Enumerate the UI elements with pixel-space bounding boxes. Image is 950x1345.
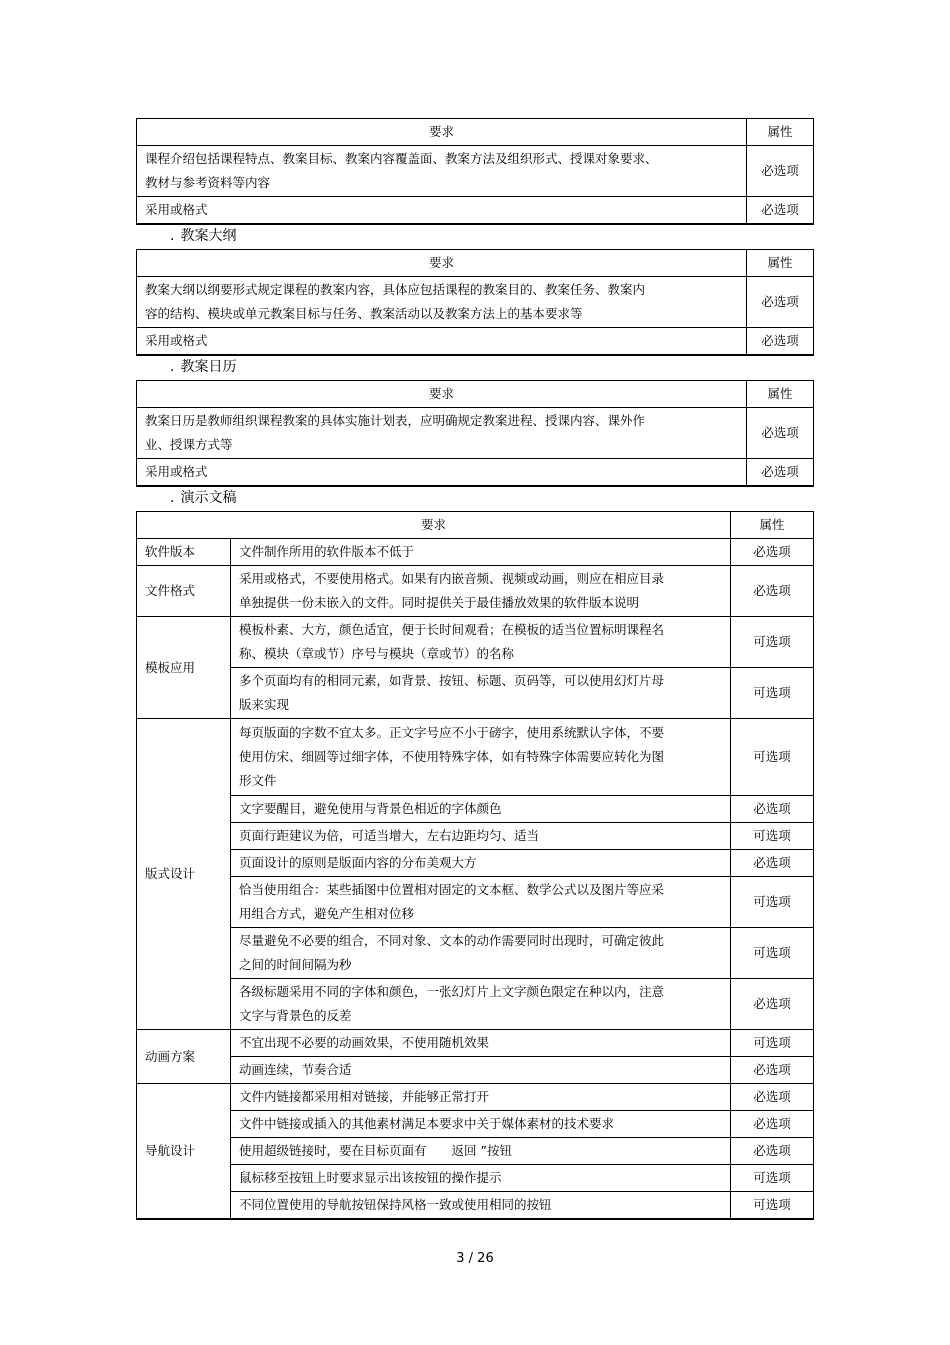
attribute-cell: 可选项 <box>731 877 814 928</box>
category-cell: 软件版本 <box>137 539 231 566</box>
table-row <box>137 928 814 979</box>
calendar-table <box>136 380 814 487</box>
attribute-cell: 必选项 <box>731 1057 814 1084</box>
table-row <box>137 850 814 877</box>
attribute-cell: 必选项 <box>731 796 814 823</box>
requirement-cell: 采用或格式 <box>137 197 747 225</box>
requirement-cell: 页面行距建议为倍，可适当增大，左右边距均匀、适当 <box>231 823 731 850</box>
category-cell: 文件格式 <box>137 566 231 617</box>
attribute-cell: 必选项 <box>731 539 814 566</box>
requirement-cell: 采用或格式，不要使用格式。如果有内嵌音频、视频或动画，则应在相应目录 单独提供一份未嵌入的文件。同时提供关于最佳播放效果的软件版本说明 <box>231 566 731 617</box>
attribute-cell: 可选项 <box>731 823 814 850</box>
table-header-requirement: 要求 <box>137 250 747 277</box>
requirement-cell: 教案大纲以纲要形式规定课程的教案内容，具体应包括课程的教案目的、教案任务、教案内 容的结构、模块或单元教案目标与任务、教案活动以及教案方法上的基本要求等 <box>137 277 747 328</box>
requirement-cell: 采用或格式 <box>137 459 747 487</box>
requirement-cell: 文件内链接都采用相对链接，并能够正常打开 <box>231 1084 731 1111</box>
category-cell: 动画方案 <box>137 1030 231 1084</box>
requirement-cell: 动画连续，节奏合适 <box>231 1057 731 1084</box>
requirement-cell: 不同位置使用的导航按钮保持风格一致或使用相同的按钮 <box>231 1192 731 1220</box>
requirement-cell: 课程介绍包括课程特点、教案目标、教案内容覆盖面、教案方法及组织形式、授课对象要求、 教材与参考资料等内容 <box>137 146 747 197</box>
table-header-requirement: 要求 <box>137 119 747 146</box>
table-row <box>137 823 814 850</box>
table-row <box>137 459 814 487</box>
table-row <box>137 796 814 823</box>
requirement-cell: 多个页面均有的相同元素，如背景、按钮、标题、页码等，可以使用幻灯片母 版来实现 <box>231 668 731 719</box>
table-row <box>137 1084 814 1111</box>
table-header-attribute: 属性 <box>747 119 814 146</box>
table-row <box>137 668 814 719</box>
requirement-cell: 文件中链接或插入的其他素材满足本要求中关于媒体素材的技术要求 <box>231 1111 731 1138</box>
attribute-cell: 必选项 <box>731 1084 814 1111</box>
attribute-cell: 可选项 <box>731 668 814 719</box>
attribute-cell: 可选项 <box>731 1192 814 1220</box>
requirement-cell: 文字要醒目，避免使用与背景色相近的字体颜色 <box>231 796 731 823</box>
attribute-cell: 可选项 <box>731 1165 814 1192</box>
table-row <box>137 197 814 225</box>
attribute-cell: 必选项 <box>747 277 814 328</box>
requirement-cell: 使用超级链接时，要在目标页面有 返回 ”按钮 <box>231 1138 731 1165</box>
table-row <box>137 877 814 928</box>
table-header-attribute: 属性 <box>731 512 814 539</box>
table-row <box>137 146 814 197</box>
category-cell: 模板应用 <box>137 617 231 719</box>
table-row <box>137 1192 814 1220</box>
requirement-cell: 模板朴素、大方，颜色适宜，便于长时间观看；在模板的适当位置标明课程名 称、模块（章或节）序号与模块（章或节）的名称 <box>231 617 731 668</box>
requirement-cell: 恰当使用组合：某些插图中位置相对固定的文本框、数学公式以及图片等应采 用组合方式，避免产生相对位移 <box>231 877 731 928</box>
table-row <box>137 566 814 617</box>
attribute-cell: 必选项 <box>731 850 814 877</box>
page-number: 3 / 26 <box>456 1251 494 1266</box>
requirement-cell: 尽量避免不必要的组合，不同对象、文本的动作需要同时出现时，可确定彼此 之间的时间间隔为秒 <box>231 928 731 979</box>
attribute-cell: 必选项 <box>747 459 814 487</box>
table-header-requirement: 要求 <box>137 381 747 408</box>
section-heading-calendar: . 教案日历 <box>170 359 237 375</box>
category-cell: 导航设计 <box>137 1084 231 1220</box>
requirement-cell: 每页版面的字数不宜太多。正文字号应不小于磅字，使用系统默认字体，不要 使用仿宋、细圆等过细字体，不使用特殊字体，如有特殊字体需要应转化为图 形文件 <box>231 719 731 796</box>
table-header-attribute: 属性 <box>747 381 814 408</box>
attribute-cell: 必选项 <box>747 146 814 197</box>
table-row <box>137 1030 814 1057</box>
requirement-cell: 鼠标移至按钮上时要求显示出该按钮的操作提示 <box>231 1165 731 1192</box>
syllabus-table <box>136 249 814 356</box>
table-row <box>137 1057 814 1084</box>
table-row <box>137 539 814 566</box>
table-row <box>137 617 814 668</box>
attribute-cell: 必选项 <box>731 1111 814 1138</box>
attribute-cell: 必选项 <box>747 197 814 225</box>
attribute-cell: 可选项 <box>731 1030 814 1057</box>
attribute-cell: 可选项 <box>731 928 814 979</box>
attribute-cell: 必选项 <box>747 408 814 459</box>
table-row <box>137 408 814 459</box>
section-heading-presentation: . 演示文稿 <box>170 490 237 506</box>
table-row <box>137 1111 814 1138</box>
requirement-cell: 教案日历是教师组织课程教案的具体实施计划表，应明确规定教案进程、授课内容、课外作 业、授课方式等 <box>137 408 747 459</box>
attribute-cell: 必选项 <box>731 566 814 617</box>
table-row <box>137 277 814 328</box>
requirement-cell: 各级标题采用不同的字体和颜色，一张幻灯片上文字颜色限定在种以内，注意 文字与背景色的反差 <box>231 979 731 1030</box>
requirement-cell: 采用或格式 <box>137 328 747 356</box>
table-header-requirement: 要求 <box>137 512 731 539</box>
requirement-cell: 不宜出现不必要的动画效果，不使用随机效果 <box>231 1030 731 1057</box>
attribute-cell: 可选项 <box>731 719 814 796</box>
attribute-cell: 必选项 <box>731 979 814 1030</box>
table-row <box>137 1138 814 1165</box>
attribute-cell: 必选项 <box>747 328 814 356</box>
table-row <box>137 979 814 1030</box>
attribute-cell: 必选项 <box>731 1138 814 1165</box>
presentation-table <box>136 511 814 1220</box>
requirement-cell: 文件制作所用的软件版本不低于 <box>231 539 731 566</box>
table-row <box>137 1165 814 1192</box>
section-heading-syllabus: . 教案大纲 <box>170 228 237 244</box>
category-cell: 版式设计 <box>137 719 231 1030</box>
table-row <box>137 719 814 796</box>
table-row <box>137 328 814 356</box>
attribute-cell: 可选项 <box>731 617 814 668</box>
requirement-cell: 页面设计的原则是版面内容的分布美观大方 <box>231 850 731 877</box>
table-header-attribute: 属性 <box>747 250 814 277</box>
course-intro-table <box>136 118 814 225</box>
